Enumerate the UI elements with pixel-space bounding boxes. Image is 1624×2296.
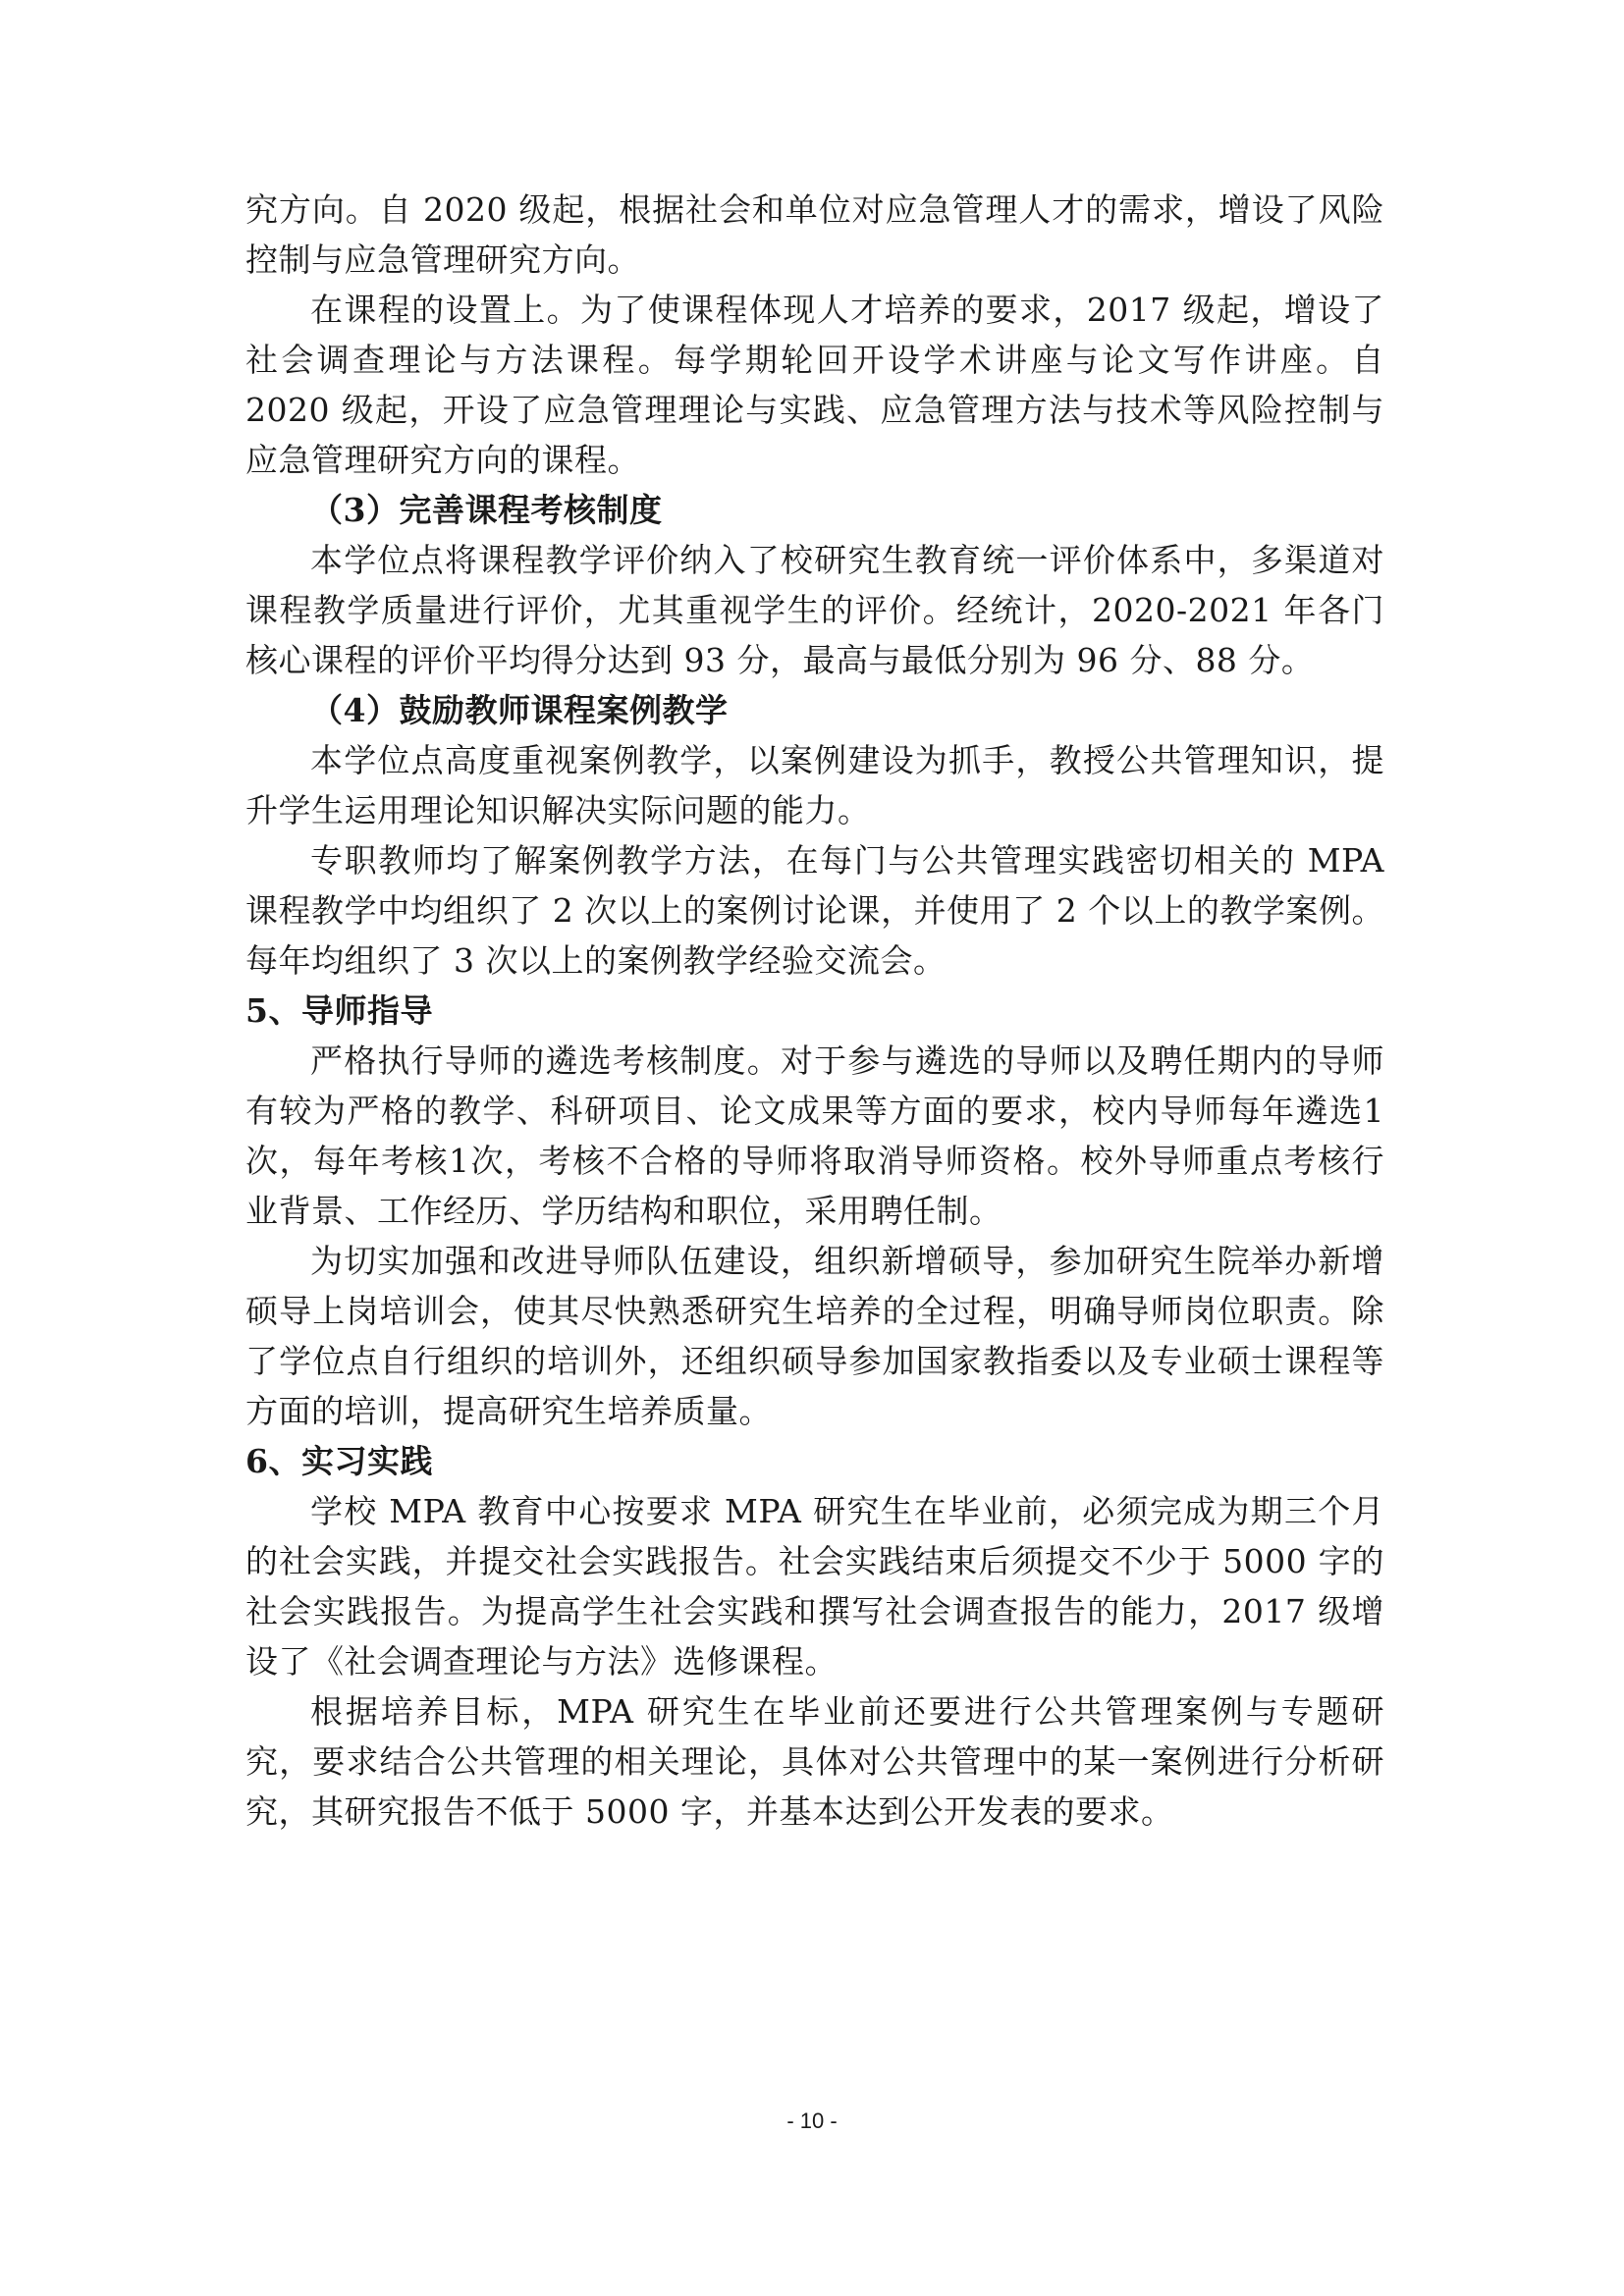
subheading-case-teaching: （4）鼓励教师课程案例教学 [310, 691, 729, 729]
paragraph-case-research: 根据培养目标，MPA 研究生在毕业前还要进行公共管理案例与专题研究，要求结合公共管理的相关理论，具体对公共管理中的某一案例进行分析研究，其研究报告不低于 5000 字，并基本达到公开发表的要求。 [245, 1692, 1384, 1831]
paragraph-supervisor-training: 为切实加强和改进导师队伍建设，组织新增硕导，参加研究生院举办新增硕导上岗培训会，使其尽快熟悉研究生培养的全过程，明确导师岗位职责。除了学位点自行组织的培训外，还组织硕导参加国家教指委以及专业硕士课程等方面的培训，提高研究生培养质量。 [245, 1242, 1384, 1430]
document-body [245, 185, 1384, 1837]
paragraph-course-setting: 在课程的设置上。为了使课程体现人才培养的要求，2017 级起，增设了社会调查理论与方法课程。每学期轮回开设学术讲座与论文写作讲座。自 2020 级起，开设了应急管理理论与实践、应急管理方法与技术等风险控制与应急管理研究方向的课程。 [245, 291, 1384, 479]
section-heading-internship-practice: 6、实习实践 [245, 1442, 433, 1480]
paragraph-course-evaluation: 本学位点将课程教学评价纳入了校研究生教育统一评价体系中，多渠道对课程教学质量进行评价，尤其重视学生的评价。经统计，2020-2021 年各门核心课程的评价平均得分达到 93 分，最高与最低分别为 96 分、88 分。 [245, 541, 1384, 679]
paragraph-supervisor-selection: 严格执行导师的遴选考核制度。对于参与遴选的导师以及聘任期内的导师有较为严格的教学、科研项目、论文成果等方面的要求，校内导师每年遴选1次，每年考核1次，考核不合格的导师将取消导师资格。校外导师重点考核行业背景、工作经历、学历结构和职位，采用聘任制。 [245, 1041, 1384, 1230]
subheading-course-assessment: （3）完善课程考核制度 [310, 491, 663, 529]
paragraph-case-emphasis: 本学位点高度重视案例教学，以案例建设为抓手，教授公共管理知识，提升学生运用理论知识解决实际问题的能力。 [245, 741, 1384, 829]
page-number: - 10 - [786, 2109, 838, 2133]
paragraph-case-methods: 专职教师均了解案例教学方法，在每门与公共管理实践密切相关的 MPA 课程教学中均组织了 2 次以上的案例讨论课，并使用了 2 个以上的教学案例。每年均组织了 3 次以上的案例教学经验交流会。 [245, 841, 1384, 980]
paragraph-research-direction: 究方向。自 2020 级起，根据社会和单位对应急管理人才的需求，增设了风险控制与应急管理研究方向。 [245, 190, 1384, 279]
paragraph-social-practice: 学校 MPA 教育中心按要求 MPA 研究生在毕业前，必须完成为期三个月的社会实践，并提交社会实践报告。社会实践结束后须提交不少于 5000 字的社会实践报告。为提高学生社会实践和撰写社会调查报告的能力，2017 级增设了《社会调查理论与方法》选修课程。 [245, 1492, 1384, 1681]
section-heading-supervisor-guidance: 5、导师指导 [245, 991, 433, 1030]
